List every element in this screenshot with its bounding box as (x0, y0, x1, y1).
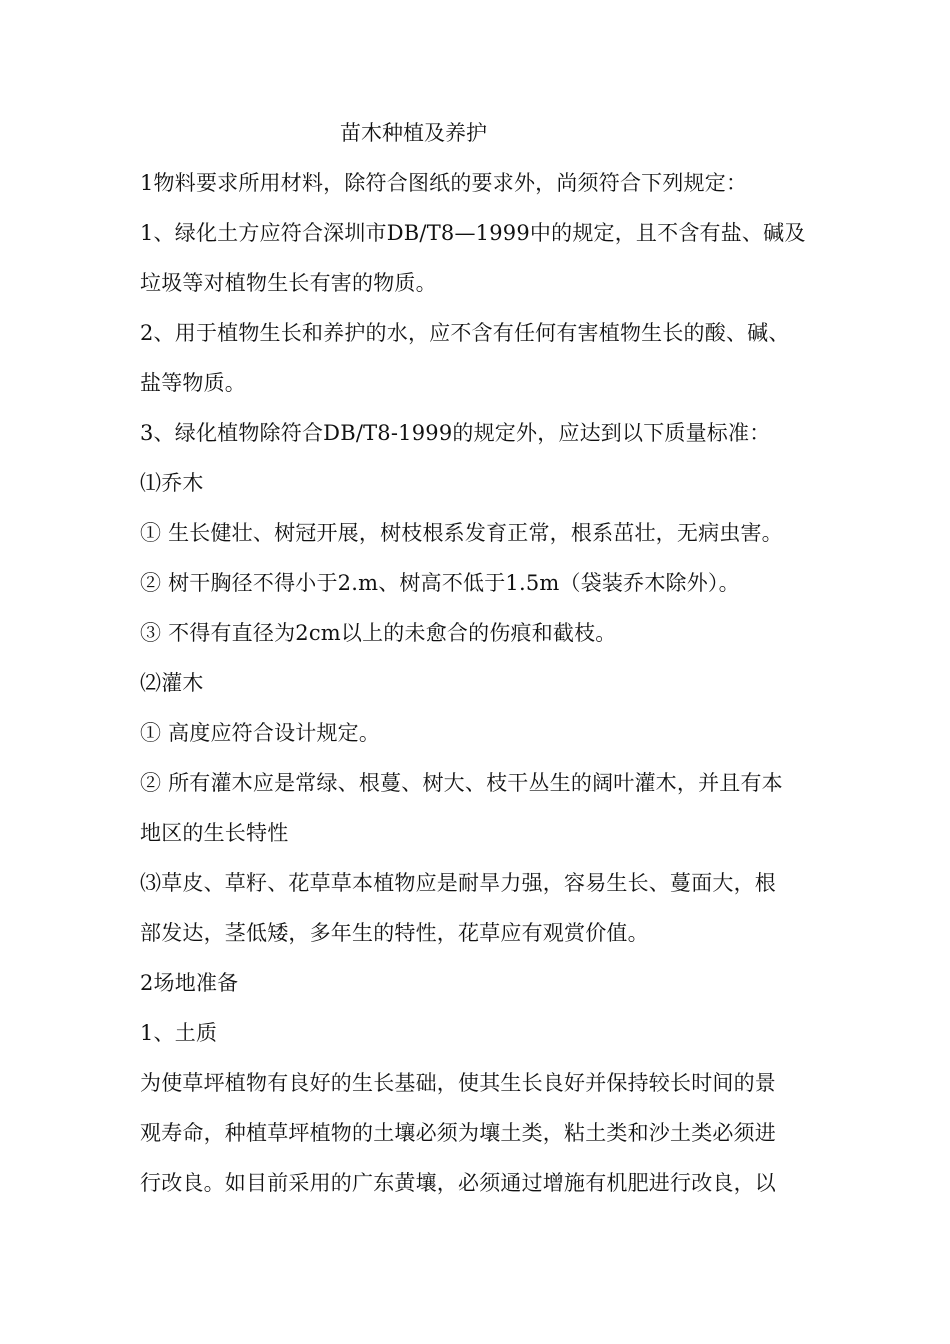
section-heading: ⑵灌木 (140, 671, 204, 695)
paragraph-line: 行改良。如目前采用的广东黄壤，必须通过增施有机肥进行改良，以 (140, 1171, 776, 1195)
list-item: ① 高度应符合设计规定。 (140, 721, 381, 745)
paragraph-line: 观寿命，种植草坪植物的土壤必须为壤土类，粘土类和沙土类必须进 (140, 1121, 776, 1145)
list-item: ① 生长健壮、树冠开展，树枝根系发育正常，根系茁壮，无病虫害。 (140, 521, 783, 545)
paragraph-line: 盐等物质。 (140, 371, 246, 395)
paragraph-line: 部发达，茎低矮，多年生的特性，花草应有观赏价值。 (140, 921, 649, 945)
paragraph-line: 3、绿化植物除符合DB/T8-1999的规定外，应达到以下质量标准： (140, 421, 771, 445)
section-heading: ⑴乔木 (140, 471, 204, 495)
list-item: ② 所有灌木应是常绿、根蔓、树大、枝干丛生的阔叶灌木，并且有本 (140, 771, 783, 795)
paragraph-line: 为使草坪植物有良好的生长基础，使其生长良好并保持较长时间的景 (140, 1071, 776, 1095)
paragraph-line: 地区的生长特性 (140, 821, 289, 845)
list-item: ② 树干胸径不得小于2.m、树高不低于1.5m（袋装乔木除外）。 (140, 571, 740, 595)
paragraph-line: 1物料要求所用材料，除符合图纸的要求外，尚须符合下列规定： (140, 171, 748, 195)
paragraph-line: 垃圾等对植物生长有害的物质。 (140, 271, 437, 295)
document-title: 苗木种植及养护 (340, 121, 487, 145)
list-item: ③ 不得有直径为2cm以上的未愈合的伤痕和截枝。 (140, 621, 617, 645)
paragraph-line: 2、用于植物生长和养护的水，应不含有任何有害植物生长的酸、碱、 (140, 321, 790, 345)
paragraph-line: 1、绿化土方应符合深圳市DB/T8—1999中的规定，且不含有盐、碱及 (140, 221, 806, 245)
paragraph-line: ⑶草皮、草籽、花草草本植物应是耐旱力强，容易生长、蔓面大，根 (140, 871, 776, 895)
section-heading: 2场地准备 (140, 971, 239, 995)
section-heading: 1、土质 (140, 1021, 218, 1045)
